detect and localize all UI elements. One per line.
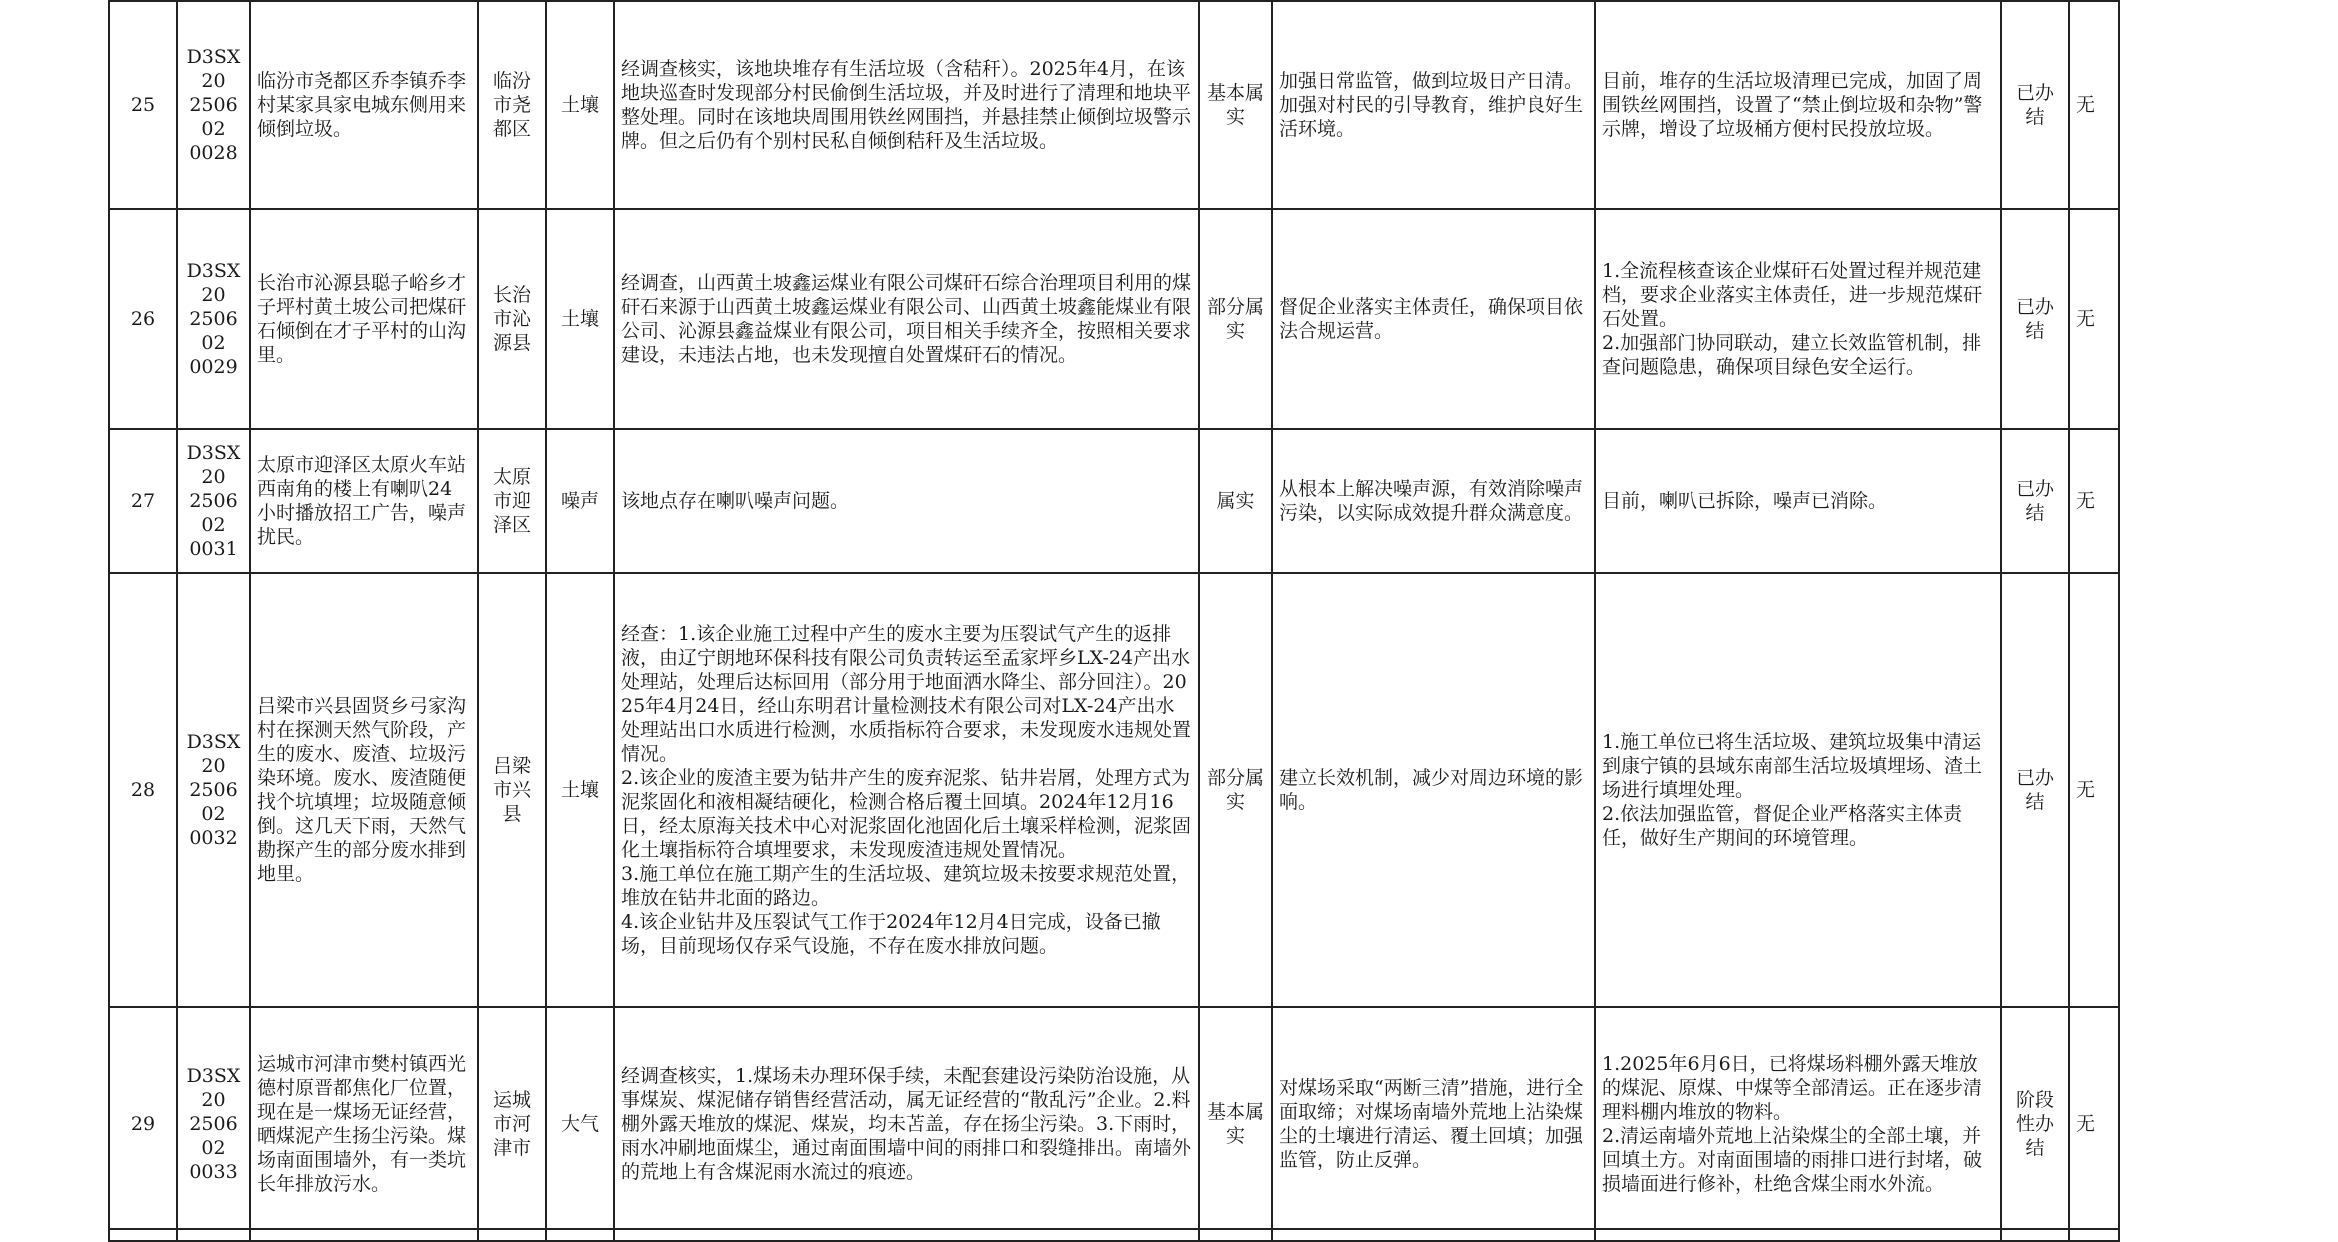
case-code-line: D3SX20 xyxy=(186,46,241,92)
case-code xyxy=(177,209,250,429)
case-code-line: 250602 xyxy=(189,1113,238,1159)
row-number: 29 xyxy=(109,1007,177,1241)
rectification-progress xyxy=(1595,209,2001,429)
progress-paragraph: 1.全流程核查该企业煤矸石处置过程并规范建档，要求企业落实主体责任，进一步规范煤矸石处置。 xyxy=(1602,260,1983,330)
verification-verdict: 部分属实 xyxy=(1199,209,1272,429)
investigation-findings xyxy=(614,1007,1199,1241)
row-number: 27 xyxy=(109,429,177,573)
progress-paragraph: 2.加强部门协同联动，建立长效监管机制，排查问题隐患，确保项目绿色安全运行。 xyxy=(1602,332,1982,378)
case-status: 已办结 xyxy=(2001,573,2069,1007)
findings-paragraph: 2.该企业的废渣主要为钻井产生的废弃泥浆、钻井岩屑，处理方式为泥浆固化和液相凝结硬化，检测合格后覆土回填。2024年12月16日，经太原海关技术中心对泥浆固化池固化后土壤采样检测，泥浆固化土壤指标符合填埋要求，未发现废渣违规处置情况。 xyxy=(621,767,1192,861)
investigation-findings xyxy=(614,1,1199,209)
findings-paragraph: 经查：1.该企业施工过程中产生的废水主要为压裂试气产生的返排液，由辽宁朗地环保科技有限公司负责转运至孟家坪乡LX-24产出水处理站，处理后达标回用（部分用于地面洒水降尘、部分回注）。2025年4月24日，经山东明君计量检测技术有限公司对LX-24产出水处理站出口水质进行检测，水质指标符合要求，未发现废水违规处置情况。 xyxy=(621,623,1192,765)
measures-paragraph: 督促企业落实主体责任，确保项目依法合规运营。 xyxy=(1279,296,1584,342)
case-status: 阶段性办结 xyxy=(2001,1007,2069,1241)
administrative-region: 长治市沁源县 xyxy=(478,209,546,429)
case-code-line: 250602 xyxy=(189,308,238,354)
row-number: 28 xyxy=(109,573,177,1007)
findings-paragraph: 经调查核实，该地块堆存有生活垃圾（含秸秆）。2025年4月，在该地块巡查时发现部分村民偷倒生活垃圾，并及时进行了清理和地块平整处理。同时在该地块周围用铁丝网围挡，并悬挂禁止倾倒垃圾警示牌。但之后仍有个别村民私自倾倒秸秆及生活垃圾。 xyxy=(621,58,1192,152)
rectification-progress xyxy=(1595,1,2001,209)
case-code-line: 250602 xyxy=(189,490,238,536)
case-code-line: 250602 xyxy=(189,94,238,140)
verification-verdict: 基本属实 xyxy=(1199,1,1272,209)
table-row xyxy=(109,1,2119,209)
handling-measures xyxy=(1272,573,1595,1007)
investigation-findings xyxy=(614,429,1199,573)
progress-paragraph: 2.依法加强监管，督促企业严格落实主体责任，做好生产期间的环境管理。 xyxy=(1602,803,1963,849)
case-code-line: D3SX20 xyxy=(186,442,241,488)
pollution-type: 土壤 xyxy=(546,1,614,209)
case-status: 已办结 xyxy=(2001,1,2069,209)
case-code-line: D3SX20 xyxy=(186,1065,241,1111)
table-row xyxy=(109,429,2119,573)
progress-paragraph: 1.施工单位已将生活垃圾、建筑垃圾集中清运到康宁镇的县域东南部生活垃圾填埋场、渣土场进行填埋处理。 xyxy=(1602,731,1983,801)
verification-verdict: 部分属实 xyxy=(1199,573,1272,1007)
accountability-note: 无 xyxy=(2069,209,2119,429)
administrative-region: 运城市河津市 xyxy=(478,1007,546,1241)
case-code-line: D3SX20 xyxy=(186,731,241,777)
pollution-type: 噪声 xyxy=(546,429,614,573)
findings-paragraph: 3.施工单位在施工期产生的生活垃圾、建筑垃圾未按要求规范处置，堆放在钻井北面的路边。 xyxy=(621,863,1191,909)
rectification-progress xyxy=(1595,429,2001,573)
findings-paragraph: 该地点存在喇叭噪声问题。 xyxy=(621,490,850,512)
accountability-note: 无 xyxy=(2069,1,2119,209)
case-status: 已办结 xyxy=(2001,429,2069,573)
verification-verdict: 基本属实 xyxy=(1199,1007,1272,1241)
case-code-line: 0033 xyxy=(189,1161,238,1183)
accountability-note: 无 xyxy=(2069,573,2119,1007)
complaint-description: 太原市迎泽区太原火车站西南角的楼上有喇叭24小时播放招工广告，噪声扰民。 xyxy=(250,429,478,573)
rectification-progress xyxy=(1595,573,2001,1007)
case-code xyxy=(177,573,250,1007)
complaint-description: 临汾市尧都区乔李镇乔李村某家具家电城东侧用来倾倒垃圾。 xyxy=(250,1,478,209)
accountability-note: 无 xyxy=(2069,1007,2119,1241)
rectification-progress xyxy=(1595,1007,2001,1241)
case-code xyxy=(177,429,250,573)
administrative-region: 太原市迎泽区 xyxy=(478,429,546,573)
pollution-type: 土壤 xyxy=(546,573,614,1007)
administrative-region: 临汾市尧都区 xyxy=(478,1,546,209)
case-status: 已办结 xyxy=(2001,209,2069,429)
case-code-line: 250602 xyxy=(189,779,238,825)
progress-paragraph: 目前，喇叭已拆除，噪声已消除。 xyxy=(1602,490,1888,512)
findings-paragraph: 4.该企业钻井及压裂试气工作于2024年12月4日完成，设备已撤场，目前现场仅存采气设施，不存在废水排放问题。 xyxy=(621,911,1161,957)
case-code xyxy=(177,1007,250,1241)
pollution-type: 大气 xyxy=(546,1007,614,1241)
investigation-findings xyxy=(614,573,1199,1007)
table-row xyxy=(109,1007,2119,1241)
case-table xyxy=(108,0,2120,1242)
handling-measures xyxy=(1272,429,1595,573)
case-code-line: 0028 xyxy=(189,142,238,164)
findings-paragraph: 经调查核实，1.煤场未办理环保手续，未配套建设污染防治设施，从事煤炭、煤泥储存销售经营活动，属无证经营的“散乱污”企业。2.料棚外露天堆放的煤泥、煤炭，均未苫盖，存在扬尘污染。3.下雨时，雨水冲刷地面煤尘，通过南面围墙中间的雨排口和裂缝排出。南墙外的荒地上有含煤泥雨水流过的痕迹。 xyxy=(621,1065,1192,1183)
pollution-type: 土壤 xyxy=(546,209,614,429)
progress-paragraph: 目前，堆存的生活垃圾清理已完成，加固了周围铁丝网围挡，设置了“禁止倒垃圾和杂物”警示牌，增设了垃圾桶方便村民投放垃圾。 xyxy=(1602,70,1983,140)
table-bottom-border xyxy=(108,1228,2118,1230)
case-code-line: D3SX20 xyxy=(186,260,241,306)
case-code-line: 0032 xyxy=(189,827,238,849)
complaint-description: 长治市沁源县聪子峪乡才子坪村黄土坡公司把煤矸石倾倒在才子平村的山沟里。 xyxy=(250,209,478,429)
verification-verdict: 属实 xyxy=(1199,429,1272,573)
handling-measures xyxy=(1272,209,1595,429)
measures-paragraph: 建立长效机制，减少对周边环境的影响。 xyxy=(1279,767,1584,813)
administrative-region: 吕梁市兴县 xyxy=(478,573,546,1007)
case-code-line: 0031 xyxy=(189,538,238,560)
accountability-note: 无 xyxy=(2069,429,2119,573)
measures-paragraph: 对煤场采取“两断三清”措施，进行全面取缔；对煤场南墙外荒地上沾染煤尘的土壤进行清运、覆土回填；加强监管，防止反弹。 xyxy=(1279,1077,1584,1171)
handling-measures xyxy=(1272,1007,1595,1241)
table-row xyxy=(109,573,2119,1007)
case-rows xyxy=(109,1,2119,1241)
measures-paragraph: 加强日常监管，做到垃圾日产日清。加强对村民的引导教育，维护良好生活环境。 xyxy=(1279,70,1584,140)
case-code-line: 0029 xyxy=(189,356,238,378)
measures-paragraph: 从根本上解决噪声源，有效消除噪声污染，以实际成效提升群众满意度。 xyxy=(1279,478,1584,524)
case-code xyxy=(177,1,250,209)
findings-paragraph: 经调查，山西黄土坡鑫运煤业有限公司煤矸石综合治理项目利用的煤矸石来源于山西黄土坡鑫运煤业有限公司、山西黄土坡鑫能煤业有限公司、沁源县鑫益煤业有限公司，项目相关手续齐全，按照相关要求建设，未违法占地，也未发现擅自处置煤矸石的情况。 xyxy=(621,272,1192,366)
investigation-findings xyxy=(614,209,1199,429)
progress-paragraph: 1.2025年6月6日，已将煤场料棚外露天堆放的煤泥、原煤、中煤等全部清运。正在逐步清理料棚内堆放的物料。 xyxy=(1602,1053,1983,1123)
row-number: 26 xyxy=(109,209,177,429)
progress-paragraph: 2.清运南墙外荒地上沾染煤尘的全部土壤，并回填土方。对南面围墙的雨排口进行封堵，破损墙面进行修补，杜绝含煤尘雨水外流。 xyxy=(1602,1125,1983,1195)
handling-measures xyxy=(1272,1,1595,209)
complaint-description: 运城市河津市樊村镇西光德村原晋都焦化厂位置，现在是一煤场无证经营，晒煤泥产生扬尘污染。煤场南面围墙外，有一类坑长年排放污水。 xyxy=(250,1007,478,1241)
complaint-description: 吕梁市兴县固贤乡弓家沟村在探测天然气阶段，产生的废水、废渣、垃圾污染环境。废水、废渣随便找个坑填埋；垃圾随意倾倒。这几天下雨，天然气勘探产生的部分废水排到地里。 xyxy=(250,573,478,1007)
table-row xyxy=(109,209,2119,429)
row-number: 25 xyxy=(109,1,177,209)
